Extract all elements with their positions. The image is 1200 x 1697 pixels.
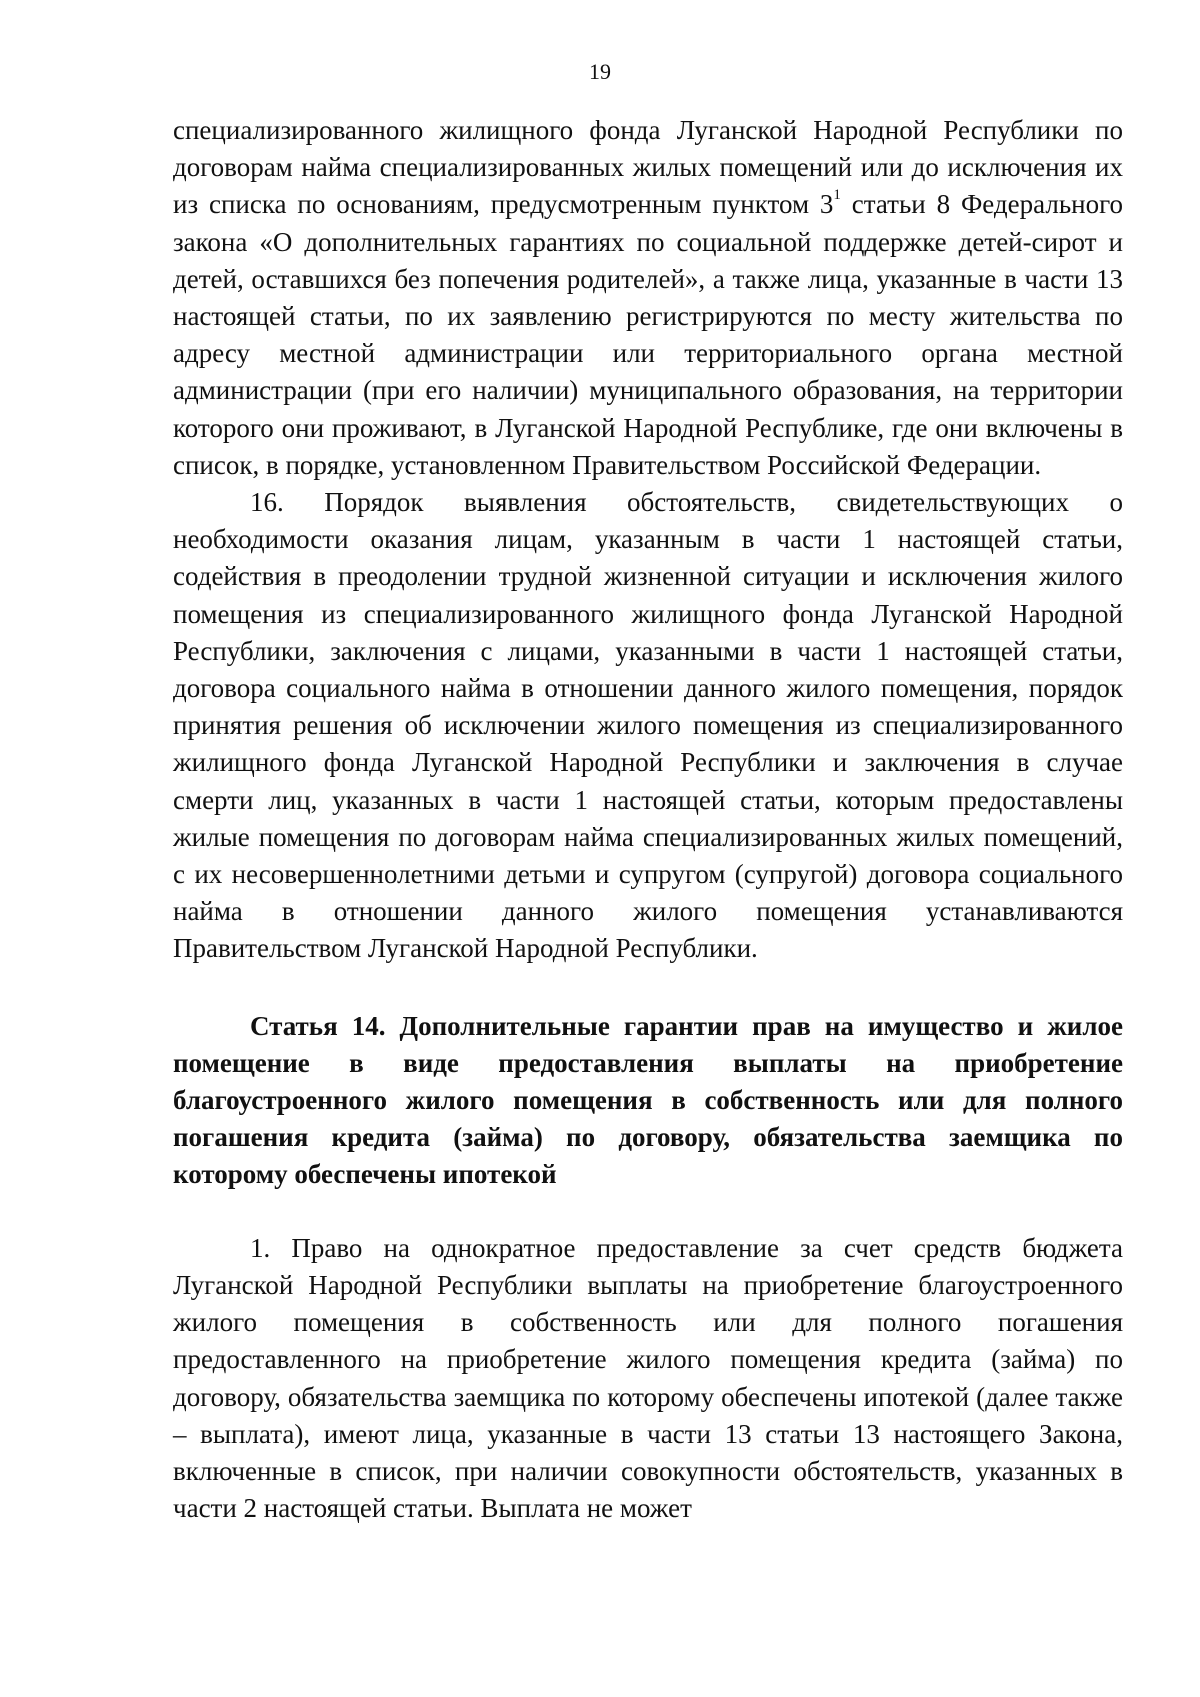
- page-number: 19: [589, 59, 611, 84]
- paragraph-text: специализированного жилищного фонда Луганской Народной Республики по договорам найма специализированных жилых помещений или до исключения их из списка по основаниям, предусмотренным пунктом 3: [173, 115, 1123, 220]
- paragraph-text: статьи 8 Федерального закона «О дополнительных гарантиях по социальной поддержке детей-сирот и детей, оставшихся без попечения родителей», а также лица, указанные в части 13 настоящей статьи, по их заявлению регистрируются по месту жительства по адресу местной администрации или территориального органа местной администрации (при его наличии) муниципального образования, на территории которого они проживают, в Луганской Народной Республике, где они включены в список, в порядке, установленном Правительством Российской Федерации.: [173, 189, 1124, 480]
- article-14-paragraph-1: 1. Право на однократное предоставление за счет средств бюджета Луганской Народной Республики выплаты на приобретение благоустроенного жилого помещения в собственность или для полного погашения предоставленного на приобретение жилого помещения кредита (займа) по договору, обязательства заемщика по которому обеспечены ипотекой (далее также – выплата), имеют лица, указанные в части 13 статьи 13 настоящего Закона, включенные в список, при наличии совокупности обстоятельств, указанных в части 2 настоящей статьи. Выплата не может: [173, 1232, 1123, 1524]
- document-body: [173, 112, 1123, 1527]
- article-14-heading: Статья 14. Дополнительные гарантии прав на имущество и жилое помещение в виде предоставления выплаты на приобретение благоустроенного жилого помещения в собственность или для полного погашения кредита (займа) по договору, обязательства заемщика по которому обеспечены ипотекой: [173, 1010, 1123, 1190]
- superscript-index: 1: [833, 187, 841, 204]
- paragraph-continuation: [173, 112, 1123, 484]
- paragraph-16: 16. Порядок выявления обстоятельств, свидетельствующих о необходимости оказания лицам, указанным в части 1 настоящей статьи, содействия в преодолении трудной жизненной ситуации и исключения жилого помещения из специализированного жилищного фонда Луганской Народной Республики, заключения с лицами, указанными в части 1 настоящей статьи, договора социального найма в отношении данного жилого помещения, порядок принятия решения об исключении жилого помещения из специализированного жилищного фонда Луганской Народной Республики и заключения в случае смерти лиц, указанных в части 1 настоящей статьи, которым предоставлены жилые помещения по договорам найма специализированных жилых помещений, с их несовершеннолетними детьми и супругом (супругой) договора социального найма в отношении данного жилого помещения устанавливаются Правительством Луганской Народной Республики.: [173, 487, 1123, 964]
